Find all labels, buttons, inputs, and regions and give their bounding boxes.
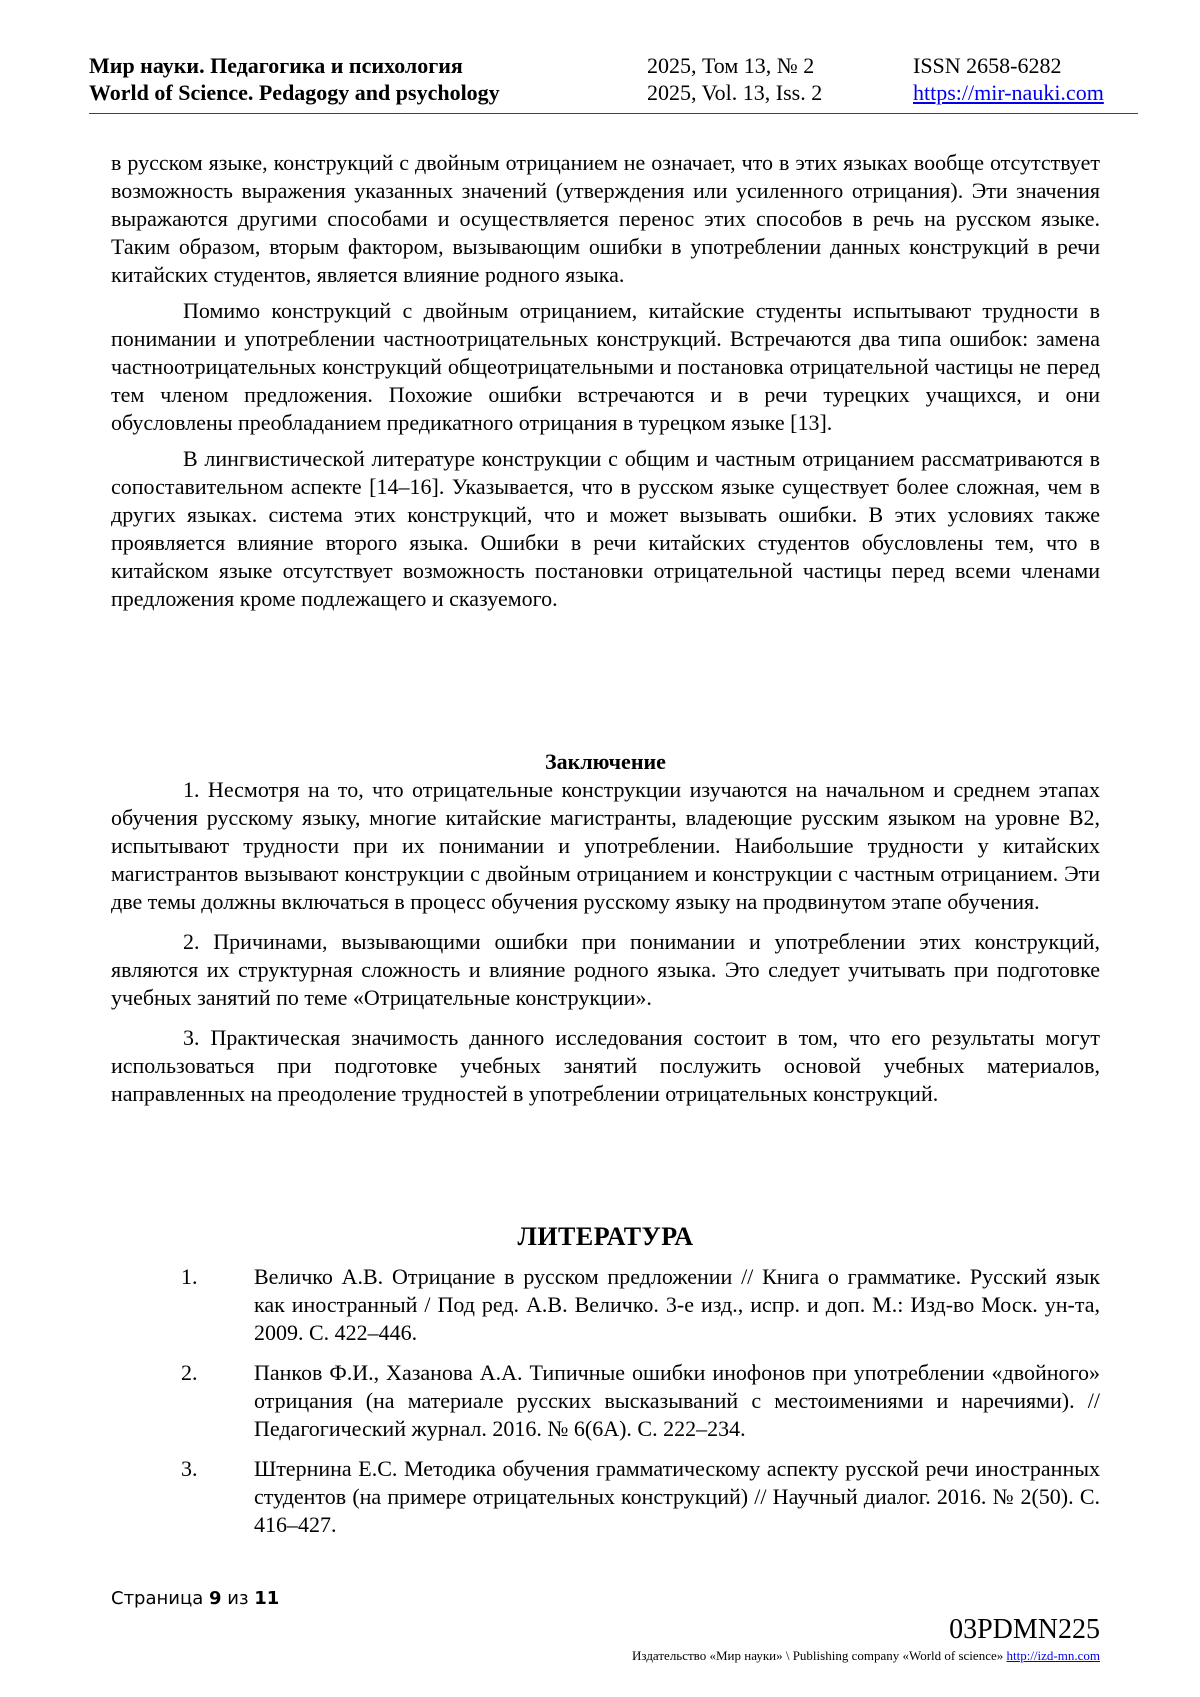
issue-info	[647, 52, 887, 106]
conclusion-body	[111, 776, 1100, 1108]
publisher-line	[632, 1648, 1100, 1664]
reference-text: Панков Ф.И., Хазанова А.А. Типичные ошибки инофонов при употреблении «двойного» отрицания (на материале русских высказываний с местоимениями и наречиями). // Педагогический журнал. 2016. № 6(6А). С. 222–234.	[254, 1360, 1100, 1441]
publisher-url-link[interactable]: http://izd-mn.com	[1006, 1648, 1100, 1663]
header-divider	[89, 113, 1138, 114]
article-code: 03PDMN225	[949, 1614, 1100, 1645]
paragraph: В лингвистической литературе конструкции с общим и частным отрицанием рассматриваются в сопоставительном аспекте [14–16]. Указывается, что в русском языке существует более сложная, чем в других языках. система этих конструкций, что и может вызывать ошибки. В этих условиях также проявляется влияние второго языка. Ошибки в речи китайских студентов обусловлены тем, что в китайском языке отсутствует возможность постановки отрицательной частицы перед всеми членами предложения кроме подлежащего и сказуемого.	[111, 446, 1100, 611]
issue-ru: 2025, Том 13, № 2	[647, 53, 815, 78]
paragraph: Помимо конструкций с двойным отрицанием, китайские студенты испытывают трудности в понимании и употреблении частноотрицательных конструкций. Встречаются два типа ошибок: замена частноотрицательных конструкций общеотрицательными и постановка отрицательной частицы не перед тем членом предложения. Похожие ошибки встречаются и в речи турецких учащихся, и они обусловлены преобладанием предикатного отрицания в турецком языке [13].	[111, 298, 1100, 435]
issn-block	[913, 52, 1133, 106]
page-current: 9	[209, 1588, 222, 1609]
reference-number: 3.	[181, 1456, 198, 1481]
page-label: Страница	[111, 1588, 204, 1609]
paragraph: в русском языке, конструкций с двойным отрицанием не означает, что в этих языках вообще отсутствует возможность выражения указанных значений (утверждения или усиленного отрицания). Эти значения выражаются другими способами и осуществляется перенос этих способов в речь на русском языке. Таким образом, вторым фактором, вызывающим ошибки в употреблении данных конструкций в речи китайских студентов, является влияние родного языка.	[111, 150, 1100, 287]
journal-title-en: World of Science. Pedagogy and psychology	[89, 80, 500, 105]
reference-item	[111, 1359, 1100, 1443]
reference-text: Штернина Е.С. Методика обучения грамматическому аспекту русской речи иностранных студентов (на примере отрицательных конструкций) // Научный диалог. 2016. № 2(50). С. 416–427.	[254, 1456, 1100, 1537]
conclusion-heading: Заключение	[545, 749, 666, 774]
reference-text: Величко А.В. Отрицание в русском предложении // Книга о грамматике. Русский язык как иностранный / Под ред. А.В. Величко. 3-е изд., испр. и доп. М.: Изд-во Моск. ун-та, 2009. С. 422–446.	[254, 1264, 1100, 1345]
body-text	[111, 149, 1100, 613]
reference-item	[111, 1455, 1100, 1539]
references-list	[111, 1263, 1100, 1539]
conclusion-item: 1. Несмотря на то, что отрицательные конструкции изучаются на начальном и среднем этапах обучения русскому языку, многие китайские магистранты, владеющие русским языком на уровне В2, испытывают трудности при их понимании и употреблении. Наибольшие трудности у китайских магистрантов вызывают конструкции с двойным отрицанием и конструкции с частным отрицанием. Эти две темы должны включаться в процесс обучения русскому языку на продвинутом этапе обучения.	[111, 777, 1100, 914]
conclusion-item: 2. Причинами, вызывающими ошибки при понимании и употреблении этих конструкций, являются их структурная сложность и влияние родного языка. Это следует учитывать при подготовке учебных занятий по теме «Отрицательные конструкции».	[111, 929, 1100, 1010]
reference-number: 2.	[181, 1360, 198, 1385]
journal-url-link[interactable]: https://mir-nauki.com	[913, 80, 1104, 105]
reference-number: 1.	[181, 1264, 198, 1289]
issue-en: 2025, Vol. 13, Iss. 2	[647, 80, 823, 105]
publisher-text: Издательство «Мир науки» \ Publishing company «World of science»	[632, 1648, 1004, 1663]
page-of: из	[227, 1588, 249, 1609]
page-counter	[111, 1588, 279, 1610]
journal-title-ru: Мир науки. Педагогика и психология	[89, 53, 463, 78]
journal-title	[89, 52, 649, 106]
issn: ISSN 2658-6282	[913, 53, 1062, 78]
reference-item	[111, 1263, 1100, 1347]
conclusion-item: 3. Практическая значимость данного исследования состоит в том, что его результаты могут использоваться при подготовке учебных занятий послужить основой учебных материалов, направленных на преодоление трудностей в употреблении отрицательных конструкций.	[111, 1025, 1100, 1106]
references-heading: ЛИТЕРАТУРА	[517, 1222, 694, 1251]
page-total: 11	[254, 1588, 280, 1609]
